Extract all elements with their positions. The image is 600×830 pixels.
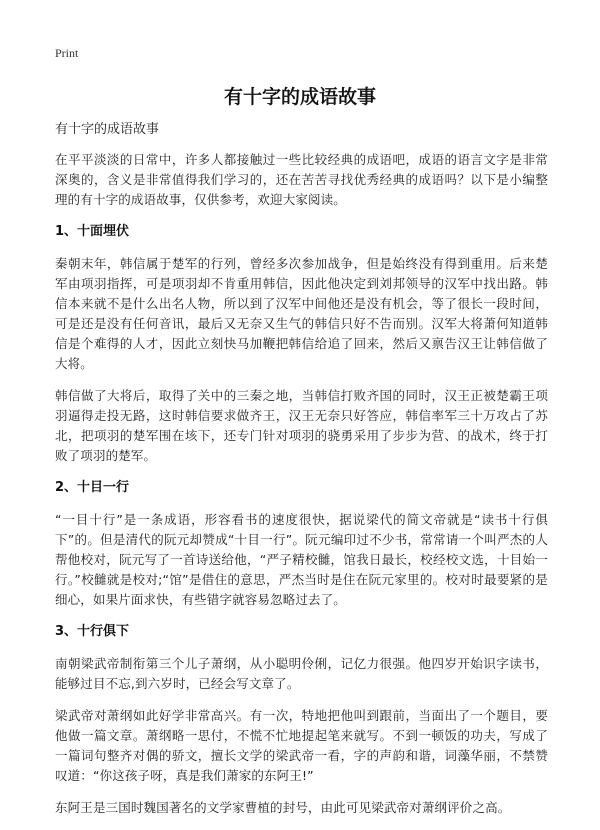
section-1 [55, 222, 548, 466]
section-paragraph: 南朝梁武帝制衔第三个儿子萧纲，从小聪明伶俐，记亿力很强。他四岁开始识字读书，能够过目不忘,到六岁时，已经会写文章了。 [55, 656, 548, 691]
section-heading: 1、十面埋伏 [55, 224, 130, 239]
article-subtitle: 有十字的成语故事 [55, 122, 160, 137]
section-paragraph: “一目十行”是一条成语，形容看书的速度很快，据说梁代的简文帝就是“读书十行俱下”的。但是清代的阮元却赞成“十目一行”。阮元编印过不少书，常常请一个叫严杰的人帮他校对，阮元写了一首诗送给他，“严子精校雠，馆我日最长，校经校文选，十目始一行。”校雠就是校对;“馆”是借住的意思，严杰当时是住在阮元家里的。校对时最要紧的是细心，如果片面求快，有些错字就容易忽略过去了。 [55, 512, 548, 607]
section-heading: 2、十目一行 [55, 480, 130, 495]
section-heading: 3、十行俱下 [55, 624, 130, 639]
section-paragraph: 东阿王是三国时魏国著名的文学家曹植的封号，由此可见梁武帝对萧纲评价之高。 [55, 800, 511, 815]
article-body [55, 120, 548, 830]
print-link[interactable]: Print [55, 46, 79, 60]
intro-paragraph: 在平平淡淡的日常中，许多人都接触过一些比较经典的成语吧，成语的语言文字是非常深奥的，含义是非常值得我们学习的，还在苦苦寻找优秀经典的成语吗？以下是小编整理的有十字的成语故事，仅供参考，欢迎大家阅读。 [55, 152, 548, 207]
section-2 [55, 478, 548, 610]
section-3 [55, 622, 548, 818]
section-paragraph: 秦朝末年，韩信属于楚军的行列，曾经多次参加战争，但是始终没有得到重用。后来楚军由项羽指挥，可是项羽却不肯重用韩信，因此他决定到刘邦领导的汉军中找出路。韩信本来就不是什么出名人物，所以到了汉军中间他还是没有机会，等了很长一段时间，可是还是没有任何音讯，最后又无奈又生气的韩信只好不告而别。汉军大将萧何知道韩信是个难得的人才，因此立刻快马加鞭把韩信给追了回来，然后又禀告汉王让韩信做了大将。 [55, 256, 548, 371]
section-paragraph: 韩信做了大将后，取得了关中的三秦之地，当韩信打败齐国的同时，汉王正被楚霸王项羽逼得走投无路，这时韩信要求做齐王，汉王无奈只好答应，韩信率军三十万攻占了苏北，把项羽的楚军围在垓下，还专门针对项羽的骁勇采用了步步为营、的战术，终于打败了项羽的楚军。 [55, 388, 548, 463]
section-paragraph: 梁武帝对萧纲如此好学非常高兴。有一次，特地把他叫到跟前，当面出了一个题目，要他做一篇文章。萧纲略一思付，不慌不忙地提起笔来就写。不到一顿饭的功夫，写成了一篇词句整齐对偶的骄文，擅长文学的梁武帝一看，字的声韵和谐，词藻华丽，不禁赞叹道：“你这孩子呀，真是我们萧家的东阿王!” [55, 708, 548, 783]
document-title: 有十字的成语故事 [223, 86, 376, 108]
